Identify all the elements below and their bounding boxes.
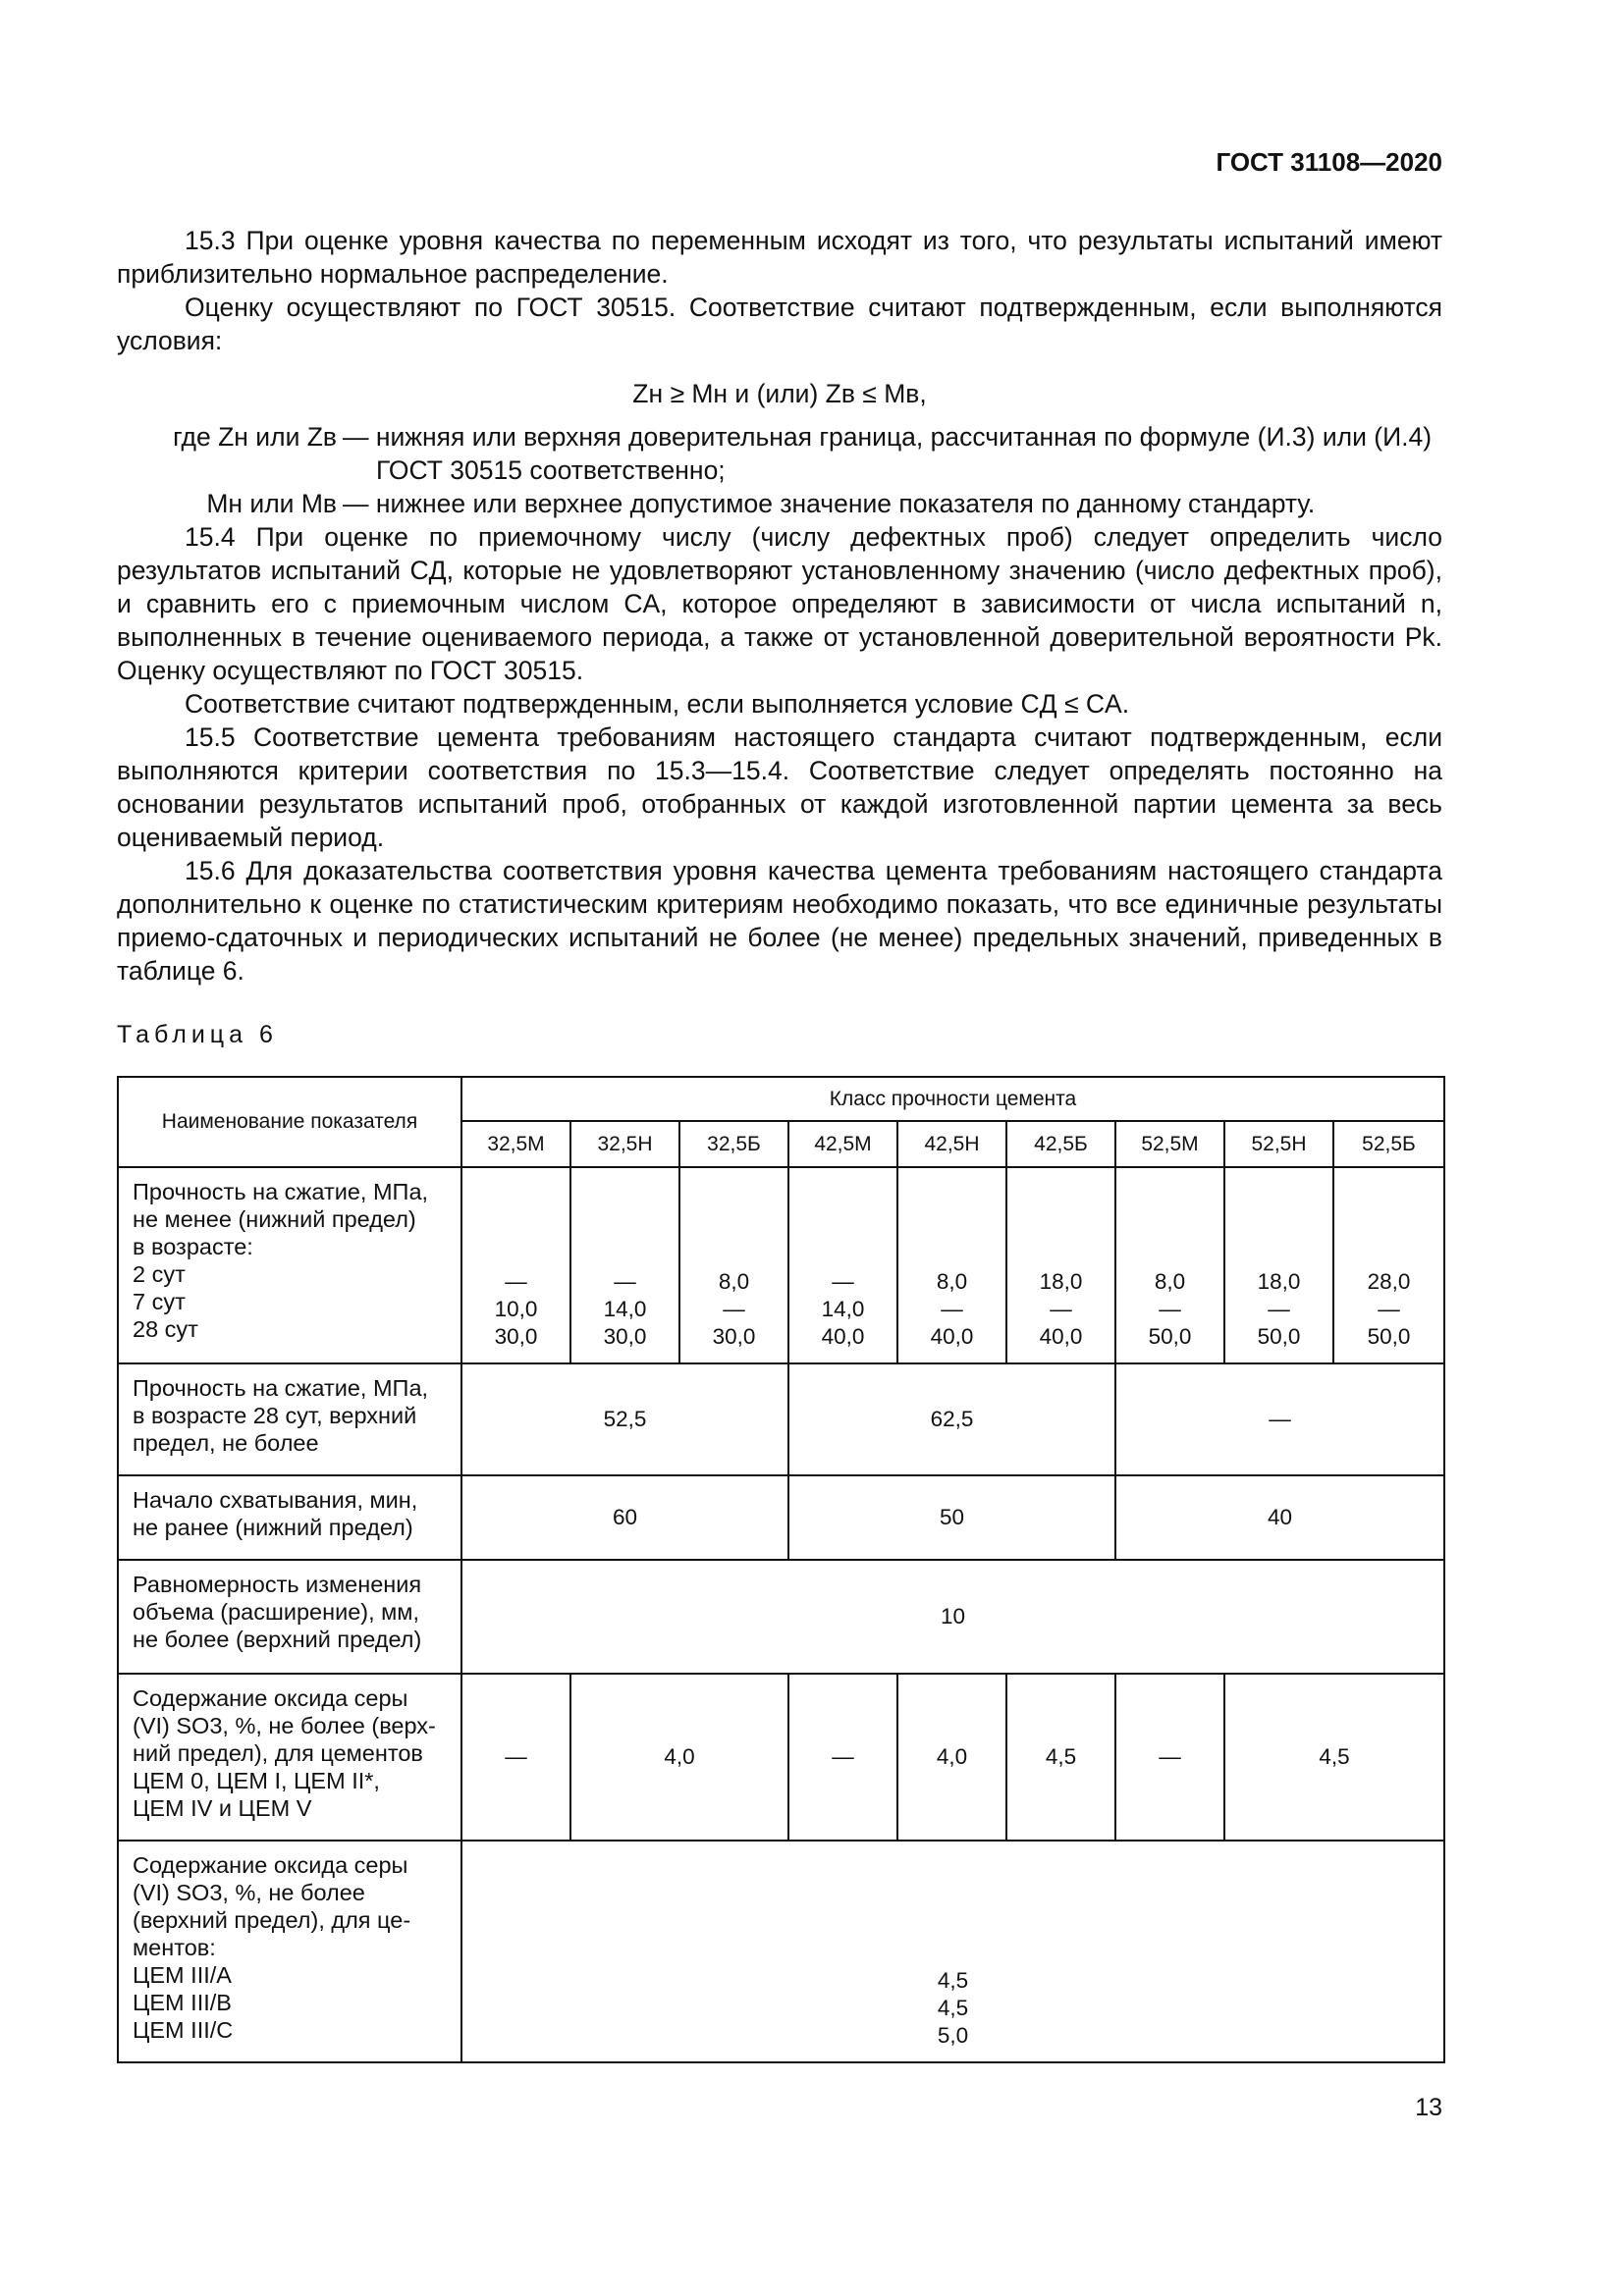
class-header: 32,5Н — [570, 1121, 679, 1167]
table-cell: — — [461, 1674, 570, 1841]
table-row-compressive-upper — [118, 1363, 1444, 1475]
table-row-soundness — [118, 1560, 1444, 1674]
table-cell: — — [788, 1674, 897, 1841]
paragraph-15-3: 15.3 При оценке уровня качества по переменным исходят из того, что результаты испытаний имеют приблизительно нормальное распределение. — [117, 226, 1442, 289]
table-cell: 28,0 — 50,0 — [1333, 1167, 1444, 1363]
body-text — [117, 224, 1442, 988]
table-cell: — — [1115, 1674, 1224, 1841]
definitions — [117, 420, 1442, 520]
table-row-so3-cem-iii — [118, 1841, 1444, 2062]
table-cell: — — [1115, 1363, 1444, 1475]
definition-term-z: где Zн или Zв — [173, 422, 337, 452]
table-cell: 50 — [788, 1475, 1115, 1560]
table-cell: 4,0 — [570, 1674, 788, 1841]
column-header-name: Наименование показателя — [118, 1077, 461, 1167]
paragraph-confirm: Соответствие считают подтвержденным, если выполняется условие CД ≤ CА. — [185, 689, 1130, 719]
column-header-class: Класс прочности цемента — [461, 1077, 1444, 1121]
table-caption: Таблица 6 — [117, 1021, 278, 1048]
paragraph-15-5: 15.5 Соответствие цемента требованиям настоящего стандарта считают подтвержденным, если выполняются критерии соответствия по 15.3—15.4. Соответствие следует определять постоянно на основании результатов испытаний проб, отобранных от каждой изготовленной партии цемента за весь оцениваемый период. — [117, 722, 1442, 852]
table-cell: 10 — [461, 1560, 1444, 1674]
table-cell: 40 — [1115, 1475, 1444, 1560]
class-header: 42,5М — [788, 1121, 897, 1167]
table-cell: 8,0 — 50,0 — [1115, 1167, 1224, 1363]
table-cell: 18,0 — 40,0 — [1006, 1167, 1115, 1363]
row-name: Равномерность изменения объема (расширение), мм, не более (верхний предел) — [118, 1560, 461, 1674]
row-name: Прочность на сжатие, МПа, в возрасте 28 сут, верхний предел, не более — [118, 1363, 461, 1475]
class-header: 32,5Б — [679, 1121, 788, 1167]
paragraph-assessment: Оценку осуществляют по ГОСТ 30515. Соответствие считают подтвержденным, если выполняются условия: — [117, 293, 1442, 355]
row-name: Содержание оксида серы (VI) SO3, %, не более (верх- ний предел), для цементов ЦЕМ 0, ЦЕМ I, ЦЕМ II*, ЦЕМ IV и ЦЕМ V — [118, 1674, 461, 1841]
table-cell: 52,5 — [461, 1363, 788, 1475]
table-row-compressive-lower — [118, 1167, 1444, 1363]
class-header: 52,5М — [1115, 1121, 1224, 1167]
paragraph-15-6: 15.6 Для доказательства соответствия уровня качества цемента требованиям настоящего стандарта дополнительно к оценке по статистическим критериям необходимо показать, что все единичные результаты приемо-сдаточных и периодических испытаний не более (не менее) предельных значений, приведенных в таблице 6. — [117, 856, 1442, 986]
table-cell: 8,0 — 30,0 — [679, 1167, 788, 1363]
class-header: 32,5М — [461, 1121, 570, 1167]
paragraph-15-4: 15.4 При оценке по приемочному числу (числу дефектных проб) следует определить число результатов испытаний CД, которые не удовлетворяют установленному значению (число дефектных проб), и сравнить его с приемочным числом CА, которое определяют в зависимости от числа испытаний n, выполненных в течение оцениваемого периода, а также от установленной доверительной вероятности Pk. Оценку осуществляют по ГОСТ 30515. — [117, 522, 1442, 685]
table-cell: — 14,0 40,0 — [788, 1167, 897, 1363]
table-cell: — 14,0 30,0 — [570, 1167, 679, 1363]
class-header: 42,5Н — [897, 1121, 1006, 1167]
definition-term-m: Mн или Mв — [206, 489, 337, 518]
row-name: Содержание оксида серы (VI) SO3, %, не более (верхний предел), для це- ментов: ЦЕМ III/А ЦЕМ III/В ЦЕМ III/С — [118, 1841, 461, 2062]
table-cell: 60 — [461, 1475, 788, 1560]
definition-desc-z-cont: ГОСТ 30515 соответственно; — [376, 455, 726, 485]
document-header: ГОСТ 31108—2020 — [1216, 147, 1442, 177]
class-header: 52,5Б — [1333, 1121, 1444, 1167]
table-cell: 4,5 — [1006, 1674, 1115, 1841]
row-name: Начало схватывания, мин, не ранее (нижний предел) — [118, 1475, 461, 1560]
table-cell: 18,0 — 50,0 — [1224, 1167, 1333, 1363]
table-cell: 8,0 — 40,0 — [897, 1167, 1006, 1363]
formula-condition: Zн ≥ Mн и (или) Zв ≤ Mв, — [632, 379, 927, 408]
table-row-setting-time — [118, 1475, 1444, 1560]
table-cell: 4,0 — [897, 1674, 1006, 1841]
table-cell: — 10,0 30,0 — [461, 1167, 570, 1363]
table-cell: 4,5 — [1224, 1674, 1444, 1841]
row-name: Прочность на сжатие, МПа, не менее (нижний предел) в возрасте: 2 сут 7 сут 28 сут — [118, 1167, 461, 1363]
table-row-so3-general — [118, 1674, 1444, 1841]
definition-desc-z: — нижняя или верхняя доверительная граница, рассчитанная по формуле (И.3) или (И.4) — [343, 422, 1433, 452]
definition-desc-m: — нижнее или верхнее допустимое значение показателя по данному стандарту. — [343, 489, 1316, 518]
class-header: 52,5Н — [1224, 1121, 1333, 1167]
class-header: 42,5Б — [1006, 1121, 1115, 1167]
requirements-table — [117, 1076, 1445, 2063]
table-cell: 62,5 — [788, 1363, 1115, 1475]
page-number: 13 — [1415, 2094, 1442, 2121]
table-cell: 4,5 4,5 5,0 — [461, 1841, 1444, 2062]
